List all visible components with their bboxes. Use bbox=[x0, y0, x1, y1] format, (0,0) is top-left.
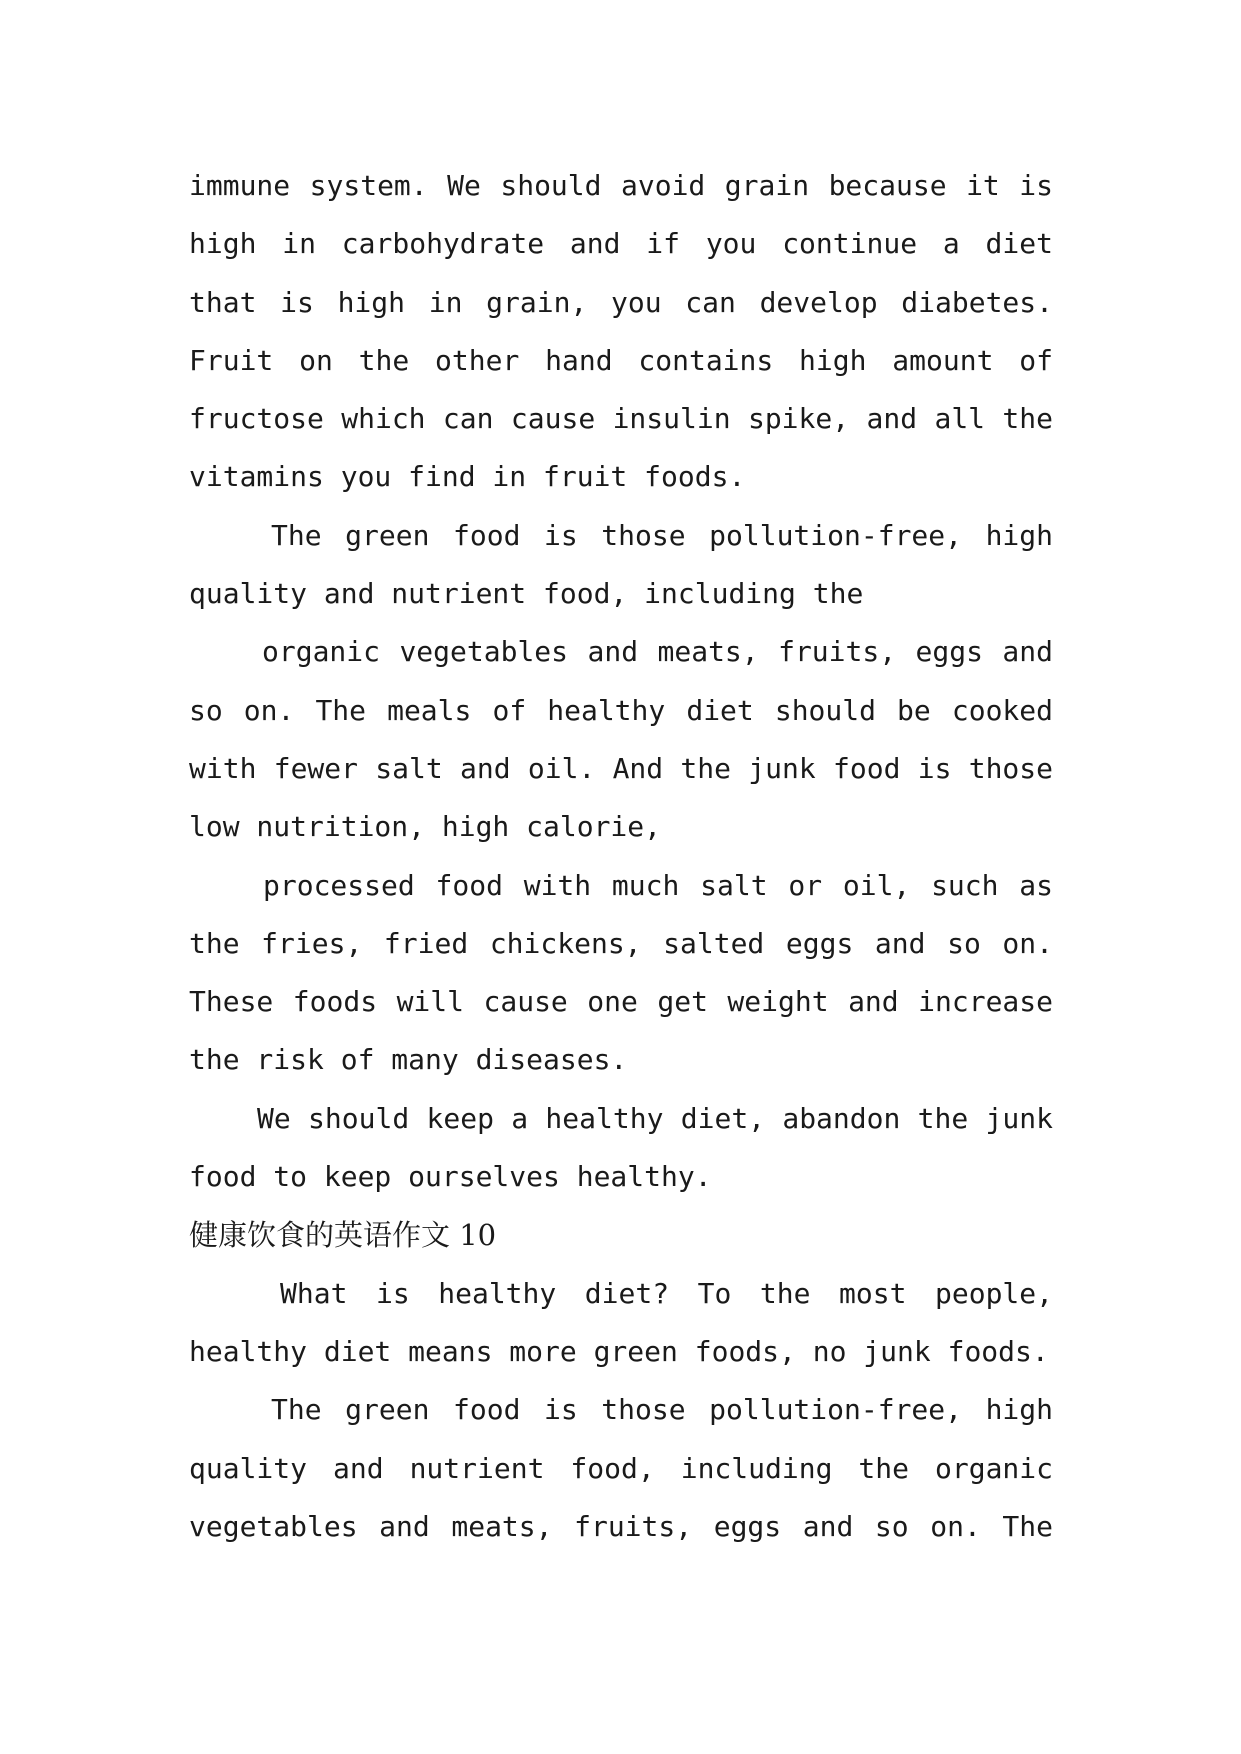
text-line: the fries, fried chickens, salted eggs and so on. bbox=[189, 926, 1053, 960]
text-line: processed food with much salt or oil, such as bbox=[263, 868, 1053, 902]
text-line: with fewer salt and oil. And the junk food is those bbox=[189, 751, 1053, 785]
text-line: high in carbohydrate and if you continue a diet bbox=[189, 227, 1053, 261]
document-page bbox=[189, 157, 1053, 1556]
text-line: Fruit on the other hand contains high amount of bbox=[189, 343, 1053, 377]
text-line: organic vegetables and meats, fruits, eggs and bbox=[262, 635, 1053, 669]
text-line: vegetables and meats, fruits, eggs and so on. The bbox=[189, 1509, 1053, 1543]
text-line: We should keep a healthy diet, abandon the junk bbox=[257, 1101, 1053, 1135]
text-line: vitamins you find in fruit foods. bbox=[189, 460, 746, 494]
text-line: food to keep ourselves healthy. bbox=[189, 1160, 712, 1194]
text-line: so on. The meals of healthy diet should be cooked bbox=[189, 693, 1053, 727]
text-line: healthy diet means more green foods, no junk foods. bbox=[189, 1334, 1049, 1368]
text-line: that is high in grain, you can develop diabetes. bbox=[189, 285, 1053, 319]
text-line: The green food is those pollution-free, high bbox=[271, 518, 1053, 552]
text-line: The green food is those pollution-free, high bbox=[271, 1393, 1053, 1427]
text-line: quality and nutrient food, including the bbox=[189, 577, 864, 611]
text-line: fructose which can cause insulin spike, and all the bbox=[189, 402, 1053, 436]
text-line: low nutrition, high calorie, bbox=[189, 810, 662, 844]
text-line: What is healthy diet? To the most people, bbox=[280, 1276, 1053, 1310]
text-line: quality and nutrient food, including the organic bbox=[189, 1451, 1053, 1485]
section-heading: 健康饮食的英语作文 10 bbox=[189, 1218, 497, 1253]
text-line: immune system. We should avoid grain because it is bbox=[189, 169, 1053, 202]
text-line: the risk of many diseases. bbox=[189, 1043, 628, 1077]
text-line: These foods will cause one get weight and increase bbox=[189, 985, 1053, 1019]
